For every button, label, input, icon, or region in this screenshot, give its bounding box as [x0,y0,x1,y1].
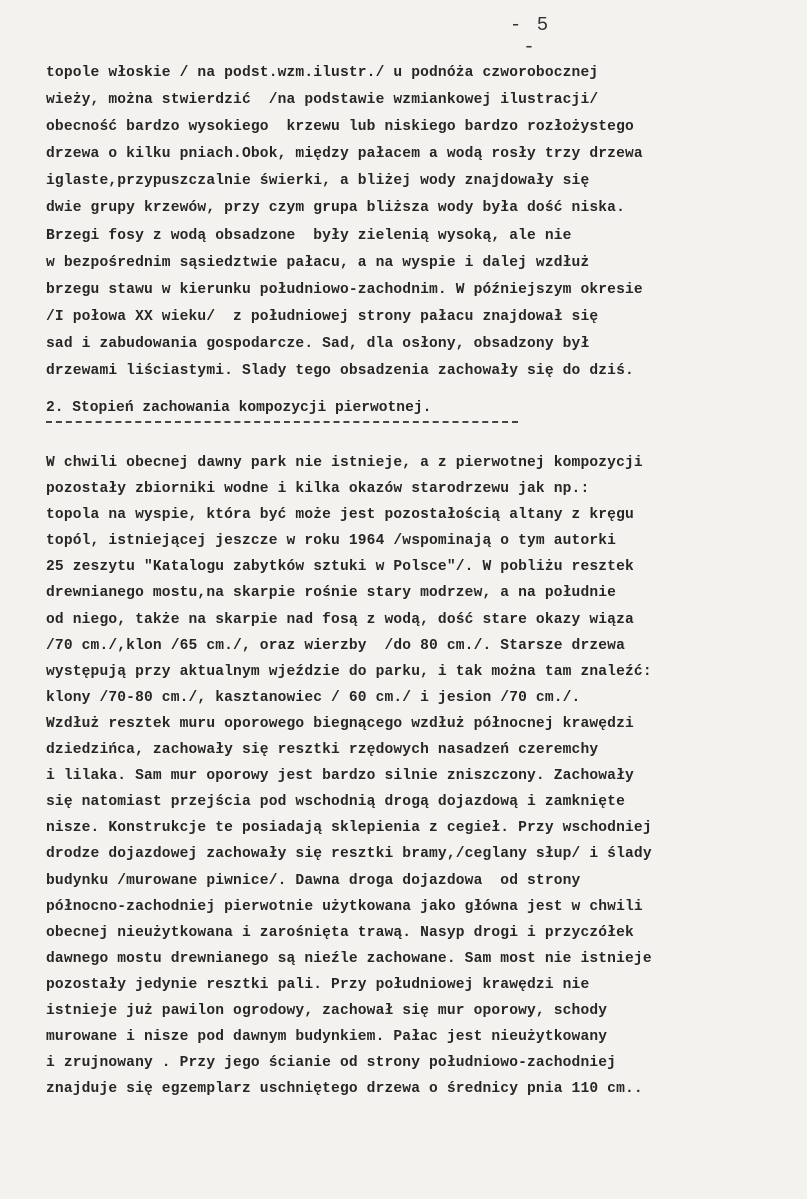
text-line: dawnego mostu drewnianego są nieźle zachowane. Sam most nie istnieje [46,950,652,967]
text-line: drzewa o kilku pniach.Obok, między pałacem a wodą rosły trzy drzewa [46,146,643,163]
text-line: topól, istniejącej jeszcze w roku 1964 /wspominają o tym autorki [46,533,617,550]
text-line: się natomiast przejścia pod wschodnią drogą dojazdową i zamknięte [46,794,625,811]
text-line: /I połowa XX wieku/ z południowej strony pałacu znajdował się [46,308,599,325]
text-line: wieży, można stwierdzić /na podstawie wzmiankowej ilustracji/ [46,92,599,109]
text-line: topola na wyspie, która być może jest pozostałością altany z kręgu [46,507,634,524]
paragraph-2 [46,450,786,1102]
text-line: 25 zeszytu "Katalogu zabytków sztuki w Polsce"/. W pobliżu resztek [46,559,634,576]
text-line: topole włoskie / na podst.wzm.ilustr./ u podnóża czworobocznej [46,65,599,81]
text-line: i lilaka. Sam mur oporowy jest bardzo silnie zniszczony. Zachowały [46,768,634,785]
text-line: pozostały jedynie resztki pali. Przy południowej krawędzi nie [46,976,590,993]
text-line: drzewami liściastymi. Slady tego obsadzenia zachowały się do dziś. [46,363,634,380]
text-line: sad i zabudowania gospodarcze. Sad, dla osłony, obsadzony był [46,335,590,352]
text-line: pozostały zbiorniki wodne i kilka okazów starodrzewu jak np.: [46,481,590,498]
text-line: dziedzińca, zachowały się resztki rzędowych nasadzeń czeremchy [46,742,599,759]
text-line: obecność bardzo wysokiego krzewu lub niskiego bardzo rozłożystego [46,119,634,136]
text-line: północno-zachodniej pierwotnie użytkowana jako główna jest w chwili [46,898,643,915]
text-line: dwie grupy krzewów, przy czym grupa bliższa wody była dość niska. [46,200,625,217]
text-line: obecnej nieużytkowana i zarośnięta trawą. Nasyp drogi i przyczółek [46,924,634,941]
text-line: budynku /murowane piwnice/. Dawna droga dojazdowa od strony [46,872,581,889]
paragraph-1 [46,60,786,385]
text-line: iglaste,przypuszczalnie świerki, a bliżej wody znajdowały się [46,173,590,190]
text-line: W chwili obecnej dawny park nie istnieje, a z pierwotnej kompozycji [46,455,643,471]
text-line: drewnianego mostu,na skarpie rośnie stary modrzew, a na południe [46,585,617,602]
text-line: i zrujnowany . Przy jego ścianie od strony południowo-zachodniej [46,1055,617,1072]
text-line: występują przy aktualnym wjeździe do parku, i tak można tam znaleźć: [46,663,652,680]
text-line: Brzegi fosy z wodą obsadzone były zielenią wysoką, ale nie [46,227,572,244]
page-number: - 5 - [509,14,551,58]
text-line: murowane i nisze pod dawnym budynkiem. Pałac jest nieużytkowany [46,1029,608,1046]
heading-underline [46,421,518,423]
text-line: istnieje już pawilon ogrodowy, zachował się mur oporowy, schody [46,1002,608,1019]
text-line: /70 cm./,klon /65 cm./, oraz wierzby /do 80 cm./. Starsze drzewa [46,637,625,654]
section-heading-block [46,396,518,423]
text-line: nisze. Konstrukcje te posiadają sklepienia z cegieł. Przy wschodniej [46,820,652,837]
section-heading: 2. Stopień zachowania kompozycji pierwotnej. [46,400,432,416]
text-line: w bezpośrednim sąsiedztwie pałacu, a na wyspie i dalej wzdłuż [46,254,590,271]
text-line: drodze dojazdowej zachowały się resztki bramy,/ceglany słup/ i ślady [46,846,652,863]
text-line: znajduje się egzemplarz uschniętego drzewa o średnicy pnia 110 cm.. [46,1081,643,1098]
text-line: Wzdłuż resztek muru oporowego biegnącego wzdłuż północnej krawędzi [46,715,634,732]
text-line: brzegu stawu w kierunku południowo-zachodnim. W późniejszym okresie [46,281,643,298]
text-line: klony /70-80 cm./, kasztanowiec / 60 cm./ i jesion /70 cm./. [46,689,581,706]
text-line: od niego, także na skarpie nad fosą z wodą, dość stare okazy wiąza [46,611,634,628]
